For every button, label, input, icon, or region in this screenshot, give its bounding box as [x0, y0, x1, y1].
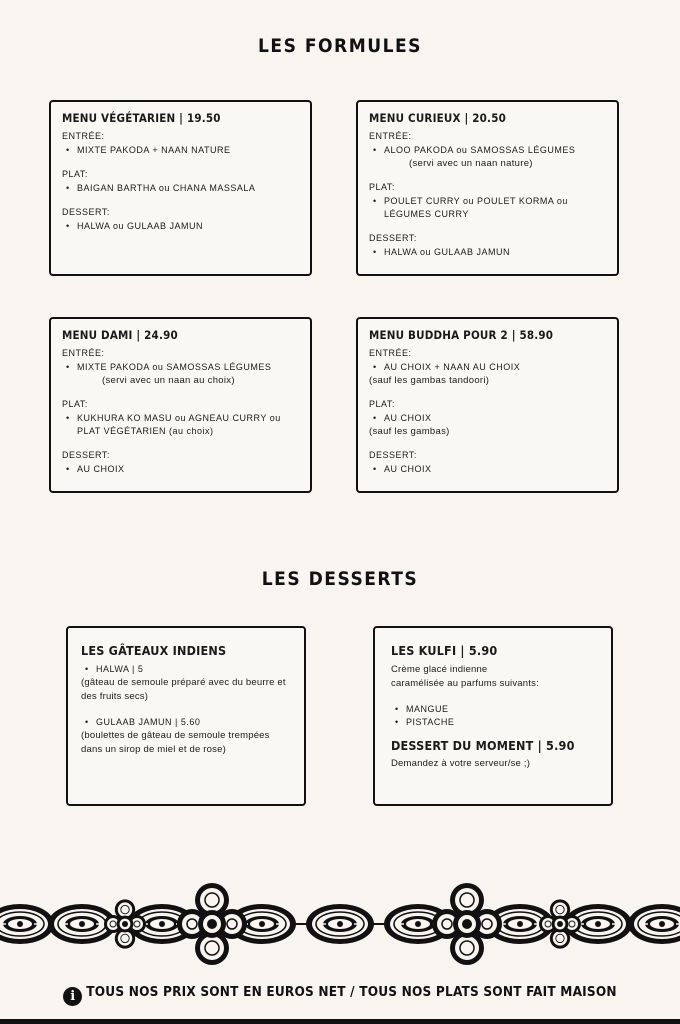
- menu-title: MENU VÉGÉTARIEN | 19.50: [62, 111, 221, 125]
- entree-label: ENTRÉE:: [62, 348, 105, 358]
- plat-item: • AU CHOIX: [369, 412, 607, 425]
- entree-note: (sauf les gambas tandoori): [369, 375, 490, 386]
- dessert-label: DESSERT:: [62, 450, 110, 460]
- formules-title: LES FORMULES: [258, 35, 422, 57]
- dessert-item: • AU CHOIX: [369, 463, 607, 476]
- dessert-title: LES GÂTEAUX INDIENS: [81, 643, 227, 658]
- entree-label: ENTRÉE:: [369, 131, 412, 141]
- entree-item: • ALOO PAKODA ou SAMOSSAS LÉGUMES: [369, 144, 607, 157]
- ornament-border: [0, 880, 680, 970]
- dessert-item: • HALWA ou GULAAB JAMUN: [369, 246, 607, 259]
- entree-item: • AU CHOIX + NAAN AU CHOIX: [369, 361, 607, 374]
- entree-label: ENTRÉE:: [369, 348, 412, 358]
- info-icon: i: [63, 987, 82, 1006]
- plat-item: • POULET CURRY ou POULET KORMA ou LÉGUMES CURRY: [369, 195, 607, 221]
- footer-note: [0, 984, 680, 1006]
- dessert-item: • AU CHOIX: [62, 463, 300, 476]
- plat-label: PLAT:: [369, 399, 395, 409]
- dessert-item: • GULAAB JAMUN | 5.60: [81, 716, 292, 729]
- entree-note: (servi avec un naan nature): [409, 158, 533, 169]
- plat-item: • KUKHURA KO MASU ou AGNEAU CURRY ou PLAT VÉGÉTARIEN (au choix): [62, 412, 300, 438]
- entree-item: • MIXTE PAKODA + NAAN NATURE: [62, 144, 300, 157]
- entree-note: (servi avec un naan au choix): [102, 375, 235, 386]
- menu-title: MENU DAMI | 24.90: [62, 328, 178, 342]
- desserts-title: LES DESSERTS: [261, 568, 419, 590]
- dessert-label: DESSERT:: [369, 450, 417, 460]
- moment-desc: Demandez à votre serveur/se ;): [391, 758, 531, 769]
- menu-title: MENU CURIEUX | 20.50: [369, 111, 506, 125]
- dessert-title: LES KULFI | 5.90: [391, 643, 498, 658]
- moment-title: DESSERT DU MOMENT | 5.90: [391, 738, 575, 753]
- dessert-item: • HALWA | 5: [81, 663, 292, 676]
- entree-label: ENTRÉE:: [62, 131, 105, 141]
- flavor-item: • MANGUE: [391, 703, 599, 716]
- menu-card-curieux: [356, 100, 619, 276]
- menu-card-dami: [49, 317, 312, 493]
- flavor-item: • PISTACHE: [391, 716, 599, 729]
- plat-label: PLAT:: [369, 182, 395, 192]
- dessert-label: DESSERT:: [369, 233, 417, 243]
- menu-title: MENU BUDDHA POUR 2 | 58.90: [369, 328, 554, 342]
- dessert-label: DESSERT:: [62, 207, 110, 217]
- dessert-card-gateaux: [66, 626, 306, 806]
- plat-note: (sauf les gambas): [369, 426, 450, 437]
- entree-item: • MIXTE PAKODA ou SAMOSSAS LÉGUMES: [62, 361, 300, 374]
- menu-card-buddha: [356, 317, 619, 493]
- kulfi-desc: Crème glacé indienne caramélisée au parfums suivants:: [391, 664, 539, 689]
- dessert-desc: (gâteau de semoule préparé avec du beurre et des fruits secs): [81, 677, 286, 702]
- plat-item: • BAIGAN BARTHA ou CHANA MASSALA: [62, 182, 300, 195]
- bottom-rule: [0, 1019, 680, 1024]
- plat-label: PLAT:: [62, 169, 88, 179]
- dessert-desc: (boulettes de gâteau de semoule trempées dans un sirop de miel et de rose): [81, 730, 270, 755]
- dessert-card-kulfi: [373, 626, 613, 806]
- dessert-item: • HALWA ou GULAAB JAMUN: [62, 220, 300, 233]
- menu-card-vegetarien: [49, 100, 312, 276]
- plat-label: PLAT:: [62, 399, 88, 409]
- footer-text: TOUS NOS PRIX SONT EN EUROS NET / TOUS NOS PLATS SONT FAIT MAISON: [86, 984, 617, 1000]
